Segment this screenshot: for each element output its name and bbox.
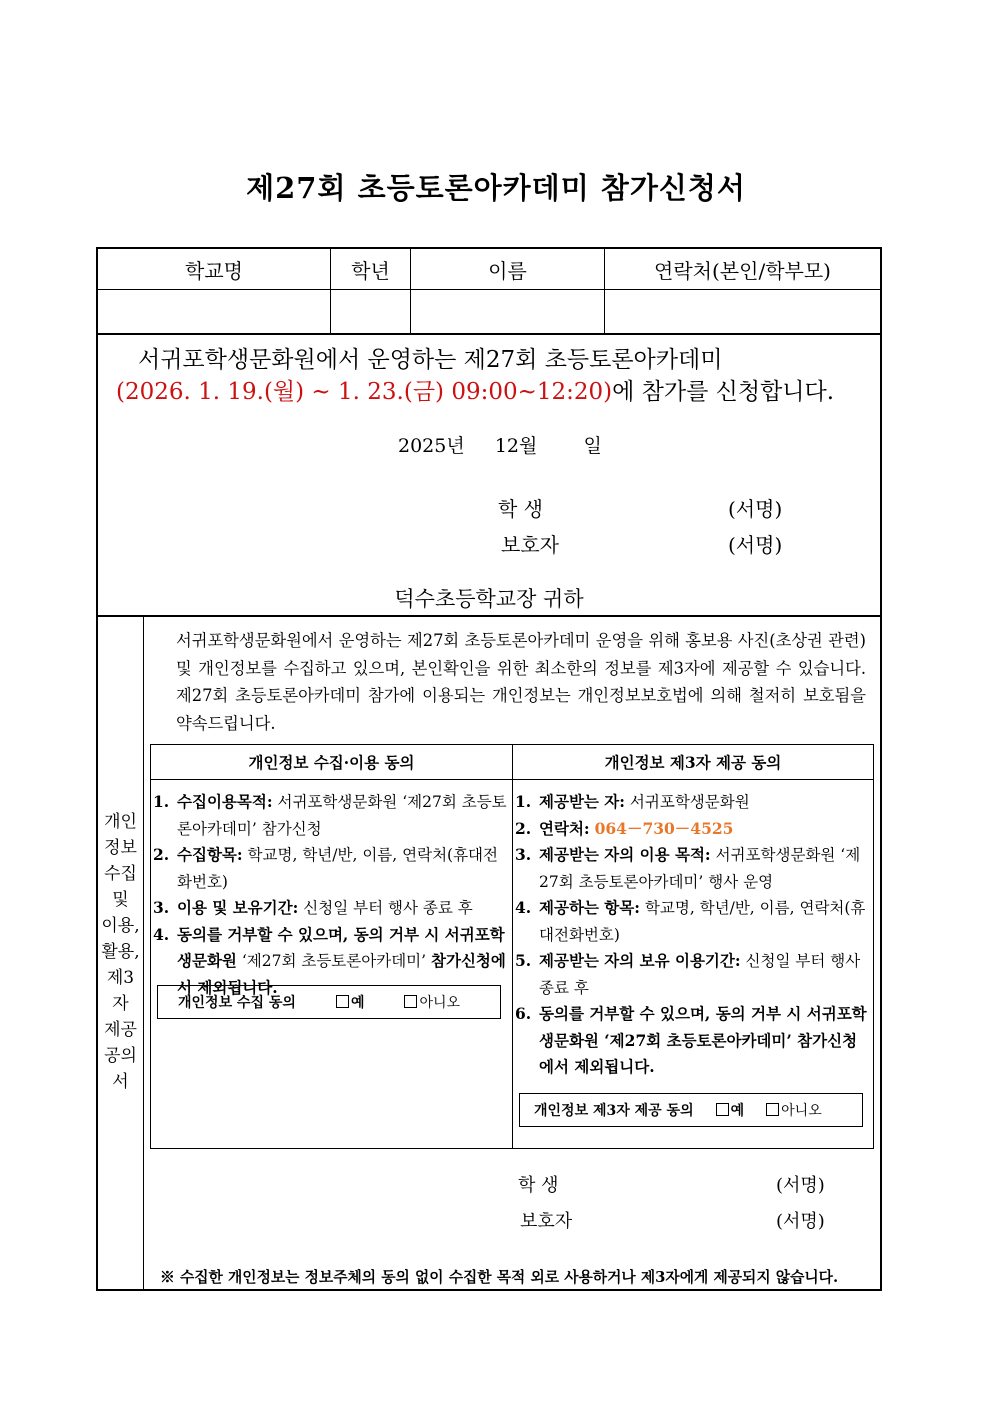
collect-consent-column: [151, 745, 513, 1148]
side-label-line: 활용,: [101, 942, 140, 962]
bottom-student-label: 학 생: [518, 1175, 559, 1196]
list-item: 5. 제공받는 자의 보유 이용기간: 신청일 부터 행사 종료 후: [515, 951, 861, 997]
side-label-line: 수집: [104, 864, 137, 884]
table-input-row: [98, 289, 880, 335]
third-party-consent-label: 개인정보 제3자 제공 동의: [534, 1103, 694, 1119]
contact-field[interactable]: [605, 289, 880, 333]
list-item: 3. 이용 및 보유기간: 신청일 부터 행사 종료 후: [153, 898, 473, 917]
program-period: (2026. 1. 19.(월) ~ 1. 23.(금) 09:00~12:20): [116, 379, 613, 405]
collect-consent-label: 개인정보 수집 동의: [178, 995, 296, 1011]
privacy-side-label: [98, 615, 144, 1289]
student-label: 학 생: [498, 497, 543, 521]
side-label-line: 및: [112, 890, 129, 910]
side-label-line: 개인: [104, 812, 137, 832]
declaration-suffix: 에 참가를 신청합니다.: [612, 379, 835, 405]
declaration-section: [98, 335, 880, 617]
guardian-sign[interactable]: (서명): [728, 533, 783, 557]
list-item: 1. 수집이용목적: 서귀포학생문화원 ‘제27회 초등토론아카데미’ 참가신청: [153, 792, 507, 838]
application-form: [96, 247, 882, 1291]
list-item: 1. 제공받는 자: 서귀포학생문화원: [515, 792, 750, 811]
list-item: 2. 수집항목: 학교명, 학년/반, 이름, 연락처(휴대전화번호): [153, 845, 499, 891]
student-sign[interactable]: (서명): [728, 497, 783, 521]
side-label-line: 공의: [104, 1046, 137, 1066]
name-field[interactable]: [411, 289, 605, 333]
list-item: 4. 동의를 거부할 수 있으며, 동의 거부 시 서귀포학생문화원 ‘제27회 초등토론아카데미’ 참가신청에서 제외됩니다.: [153, 924, 506, 997]
school-field[interactable]: [98, 289, 331, 333]
third-party-items: [515, 789, 871, 1081]
consent-table: [150, 744, 874, 1149]
list-item: 2. 연락처: 064－730－4525: [515, 818, 734, 838]
third-party-yes-option[interactable]: 예: [716, 1100, 745, 1120]
declaration-line2: [116, 373, 834, 406]
side-label-line: 이용,: [101, 916, 140, 936]
application-date: [398, 431, 602, 458]
date-day: 일: [583, 435, 602, 457]
side-label-line: 정보: [104, 838, 137, 858]
bottom-guardian-sign[interactable]: (서명): [776, 1211, 825, 1232]
header-grade: 학년: [331, 249, 411, 289]
collect-consent-box: [157, 985, 501, 1019]
side-label-line: 제3: [106, 968, 135, 988]
third-party-no-option[interactable]: 아니오: [766, 1100, 822, 1120]
collect-no-option[interactable]: 아니오: [404, 992, 460, 1012]
third-party-consent-column: [513, 745, 873, 1148]
checkbox-icon[interactable]: [716, 1103, 729, 1116]
third-party-heading: 개인정보 제3자 제공 동의: [513, 745, 873, 780]
collect-yes-option[interactable]: 예: [336, 992, 365, 1012]
list-item: 4. 제공하는 항목: 학교명, 학년/반, 이름, 연락처(휴대전화번호): [515, 898, 866, 944]
page-title: 제27회 초등토론아카데미 참가신청서: [246, 171, 746, 205]
collect-items: [153, 789, 510, 1001]
grade-field[interactable]: [331, 289, 411, 333]
list-item: 6. 동의를 거부할 수 있으며, 동의 거부 시 서귀포학생문화원 ‘제27회 초등토론아카데미’ 참가신청에서 제외됩니다.: [515, 1004, 867, 1076]
header-name: 이름: [411, 249, 605, 289]
date-month: 12월: [494, 435, 538, 457]
date-year: 2025년: [398, 435, 465, 457]
third-party-consent-box: [519, 1093, 863, 1127]
collect-heading: 개인정보 수집·이용 동의: [151, 745, 512, 780]
bottom-guardian-label: 보호자: [520, 1211, 573, 1232]
side-label-line: 서: [112, 1072, 129, 1092]
checkbox-icon[interactable]: [766, 1103, 779, 1116]
guardian-label: 보호자: [501, 533, 559, 557]
addressee: 덕수초등학교장 귀하: [394, 587, 584, 611]
checkbox-icon[interactable]: [404, 995, 417, 1008]
side-label-line: 자: [112, 994, 129, 1014]
phone-number: 064－730－4525: [594, 818, 734, 838]
privacy-notice: ※ 수집한 개인정보는 정보주체의 동의 없이 수집한 목적 외로 사용하거나 제3자에게 제공되지 않습니다.: [160, 1269, 839, 1286]
table-header-row: [98, 249, 880, 290]
header-school: 학교명: [98, 249, 331, 289]
side-label-text: [101, 809, 139, 1095]
declaration-line1: 서귀포학생문화원에서 운영하는 제27회 초등토론아카데미: [138, 347, 723, 373]
header-contact: 연락처(본인/학부모): [654, 258, 831, 283]
list-item: 3. 제공받는 자의 이용 목적: 서귀포학생문화원 ‘제27회 초등토론아카데미’ 행사 운영: [515, 845, 861, 891]
privacy-intro: 서귀포학생문화원에서 운영하는 제27회 초등토론아카데미 운영을 위해 홍보용 사진(초상권 관련) 및 개인정보를 수집하고 있으며, 본인확인을 위한 최소한의 정보를 제3자에 제공할 수 있습니다. 제27회 초등토론아카데미 참가에 이용되는 개인정보는 개인정보보호법에 의해 철저히 보호됨을 약속드립니다.: [176, 631, 866, 733]
side-label-line: 제공: [104, 1020, 137, 1040]
bottom-student-sign[interactable]: (서명): [776, 1175, 825, 1196]
checkbox-icon[interactable]: [336, 995, 349, 1008]
